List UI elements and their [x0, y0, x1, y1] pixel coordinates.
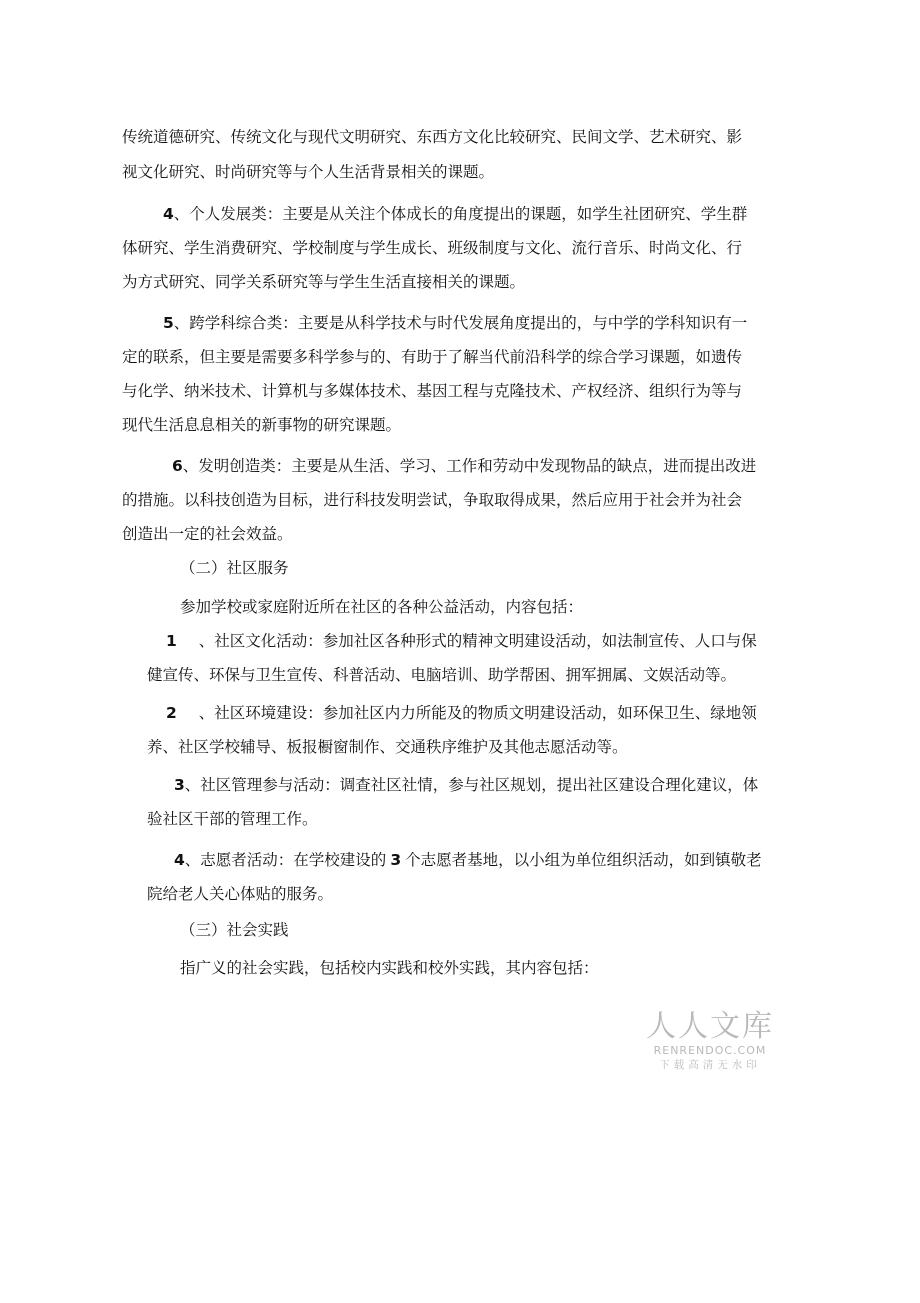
paragraph-line: 的措施。以科技创造为目标，进行科技发明尝试，争取取得成果，然后应用于社会并为社会 — [122, 491, 743, 509]
item-text: 个志愿者基地，以小组为单位组织活动，如到镇敬老 — [405, 851, 762, 869]
list-item-community-environment — [166, 703, 757, 723]
item-text: 、个人发展类：主要是从关注个体成长的角度提出的课题，如学生社团研究、学生群 — [173, 205, 748, 223]
list-item-interdisciplinary — [163, 313, 747, 333]
watermark-title: 人人文库 — [646, 1009, 774, 1044]
item-number: 5 — [163, 314, 174, 332]
list-item-community-culture — [166, 631, 757, 651]
item-text: 、志愿者活动：在学校建设的 — [184, 851, 387, 869]
list-item-community-management — [174, 775, 758, 795]
item-number: 4 — [174, 851, 185, 869]
paragraph-line: 定的联系，但主要是需要多科学参与的、有助于了解当代前沿科学的综合学习课题，如遗传 — [122, 348, 743, 366]
item-number: 3 — [174, 776, 185, 794]
item-text: 、社区管理参与活动：调查社区社情，参与社区规划，提出社区建设合理化建议，体 — [184, 776, 759, 794]
item-text: 、社区环境建设：参加社区内力所能及的物质文明建设活动，如环保卫生、绿地领 — [198, 704, 757, 722]
item-text: 、跨学科综合类：主要是从科学技术与时代发展角度提出的，与中学的学科知识有一 — [173, 314, 748, 332]
paragraph-line: 为方式研究、同学关系研究等与学生生活直接相关的课题。 — [122, 273, 526, 291]
item-number: 1 — [166, 632, 177, 650]
watermark — [640, 1010, 780, 1072]
paragraph-line: 体研究、学生消费研究、学校制度与学生成长、班级制度与文化、流行音乐、时尚文化、行 — [122, 239, 743, 257]
list-item-volunteer — [174, 850, 762, 870]
paragraph-line: 院给老人关心体贴的服务。 — [147, 885, 334, 903]
item-number: 2 — [166, 704, 177, 722]
paragraph-line: 健宣传、环保与卫生宣传、科普活动、电脑培训、助学帮困、拥军拥属、文娱活动等。 — [147, 666, 737, 684]
paragraph-line: 验社区干部的管理工作。 — [147, 810, 318, 828]
inline-number: 3 — [390, 851, 402, 869]
watermark-slogan: 下载高清无水印 — [659, 1059, 761, 1071]
item-text: 、社区文化活动：参加社区各种形式的精神文明建设活动，如法制宣传、人口与保 — [198, 632, 757, 650]
paragraph-line: 视文化研究、时尚研究等与个人生活背景相关的课题。 — [122, 163, 495, 181]
list-item-personal-development — [163, 204, 747, 224]
section-intro: 指广义的社会实践，包括校内实践和校外实践，其内容包括： — [180, 959, 599, 977]
item-number: 4 — [163, 205, 174, 223]
section-heading-community-service: （二）社区服务 — [180, 559, 289, 577]
paragraph-line: 现代生活息息相关的新事物的研究课题。 — [122, 416, 402, 434]
paragraph-line: 创造出一定的社会效益。 — [122, 525, 293, 543]
paragraph-line: 传统道德研究、传统文化与现代文明研究、东西方文化比较研究、民间文学、艺术研究、影 — [122, 128, 743, 146]
item-number: 6 — [172, 457, 183, 475]
section-intro: 参加学校或家庭附近所在社区的各种公益活动，内容包括： — [180, 598, 584, 616]
watermark-domain: RENRENDOC.COM — [653, 1044, 767, 1057]
paragraph-line: 与化学、纳米技术、计算机与多媒体技术、基因工程与克隆技术、产权经济、组织行为等与 — [122, 382, 743, 400]
paragraph-line: 养、社区学校辅导、板报橱窗制作、交通秩序维护及其他志愿活动等。 — [147, 738, 628, 756]
item-text: 、发明创造类：主要是从生活、学习、工作和劳动中发现物品的缺点，进而提出改进 — [182, 457, 757, 475]
list-item-invention — [172, 456, 756, 476]
section-heading-social-practice: （三）社会实践 — [180, 921, 289, 939]
